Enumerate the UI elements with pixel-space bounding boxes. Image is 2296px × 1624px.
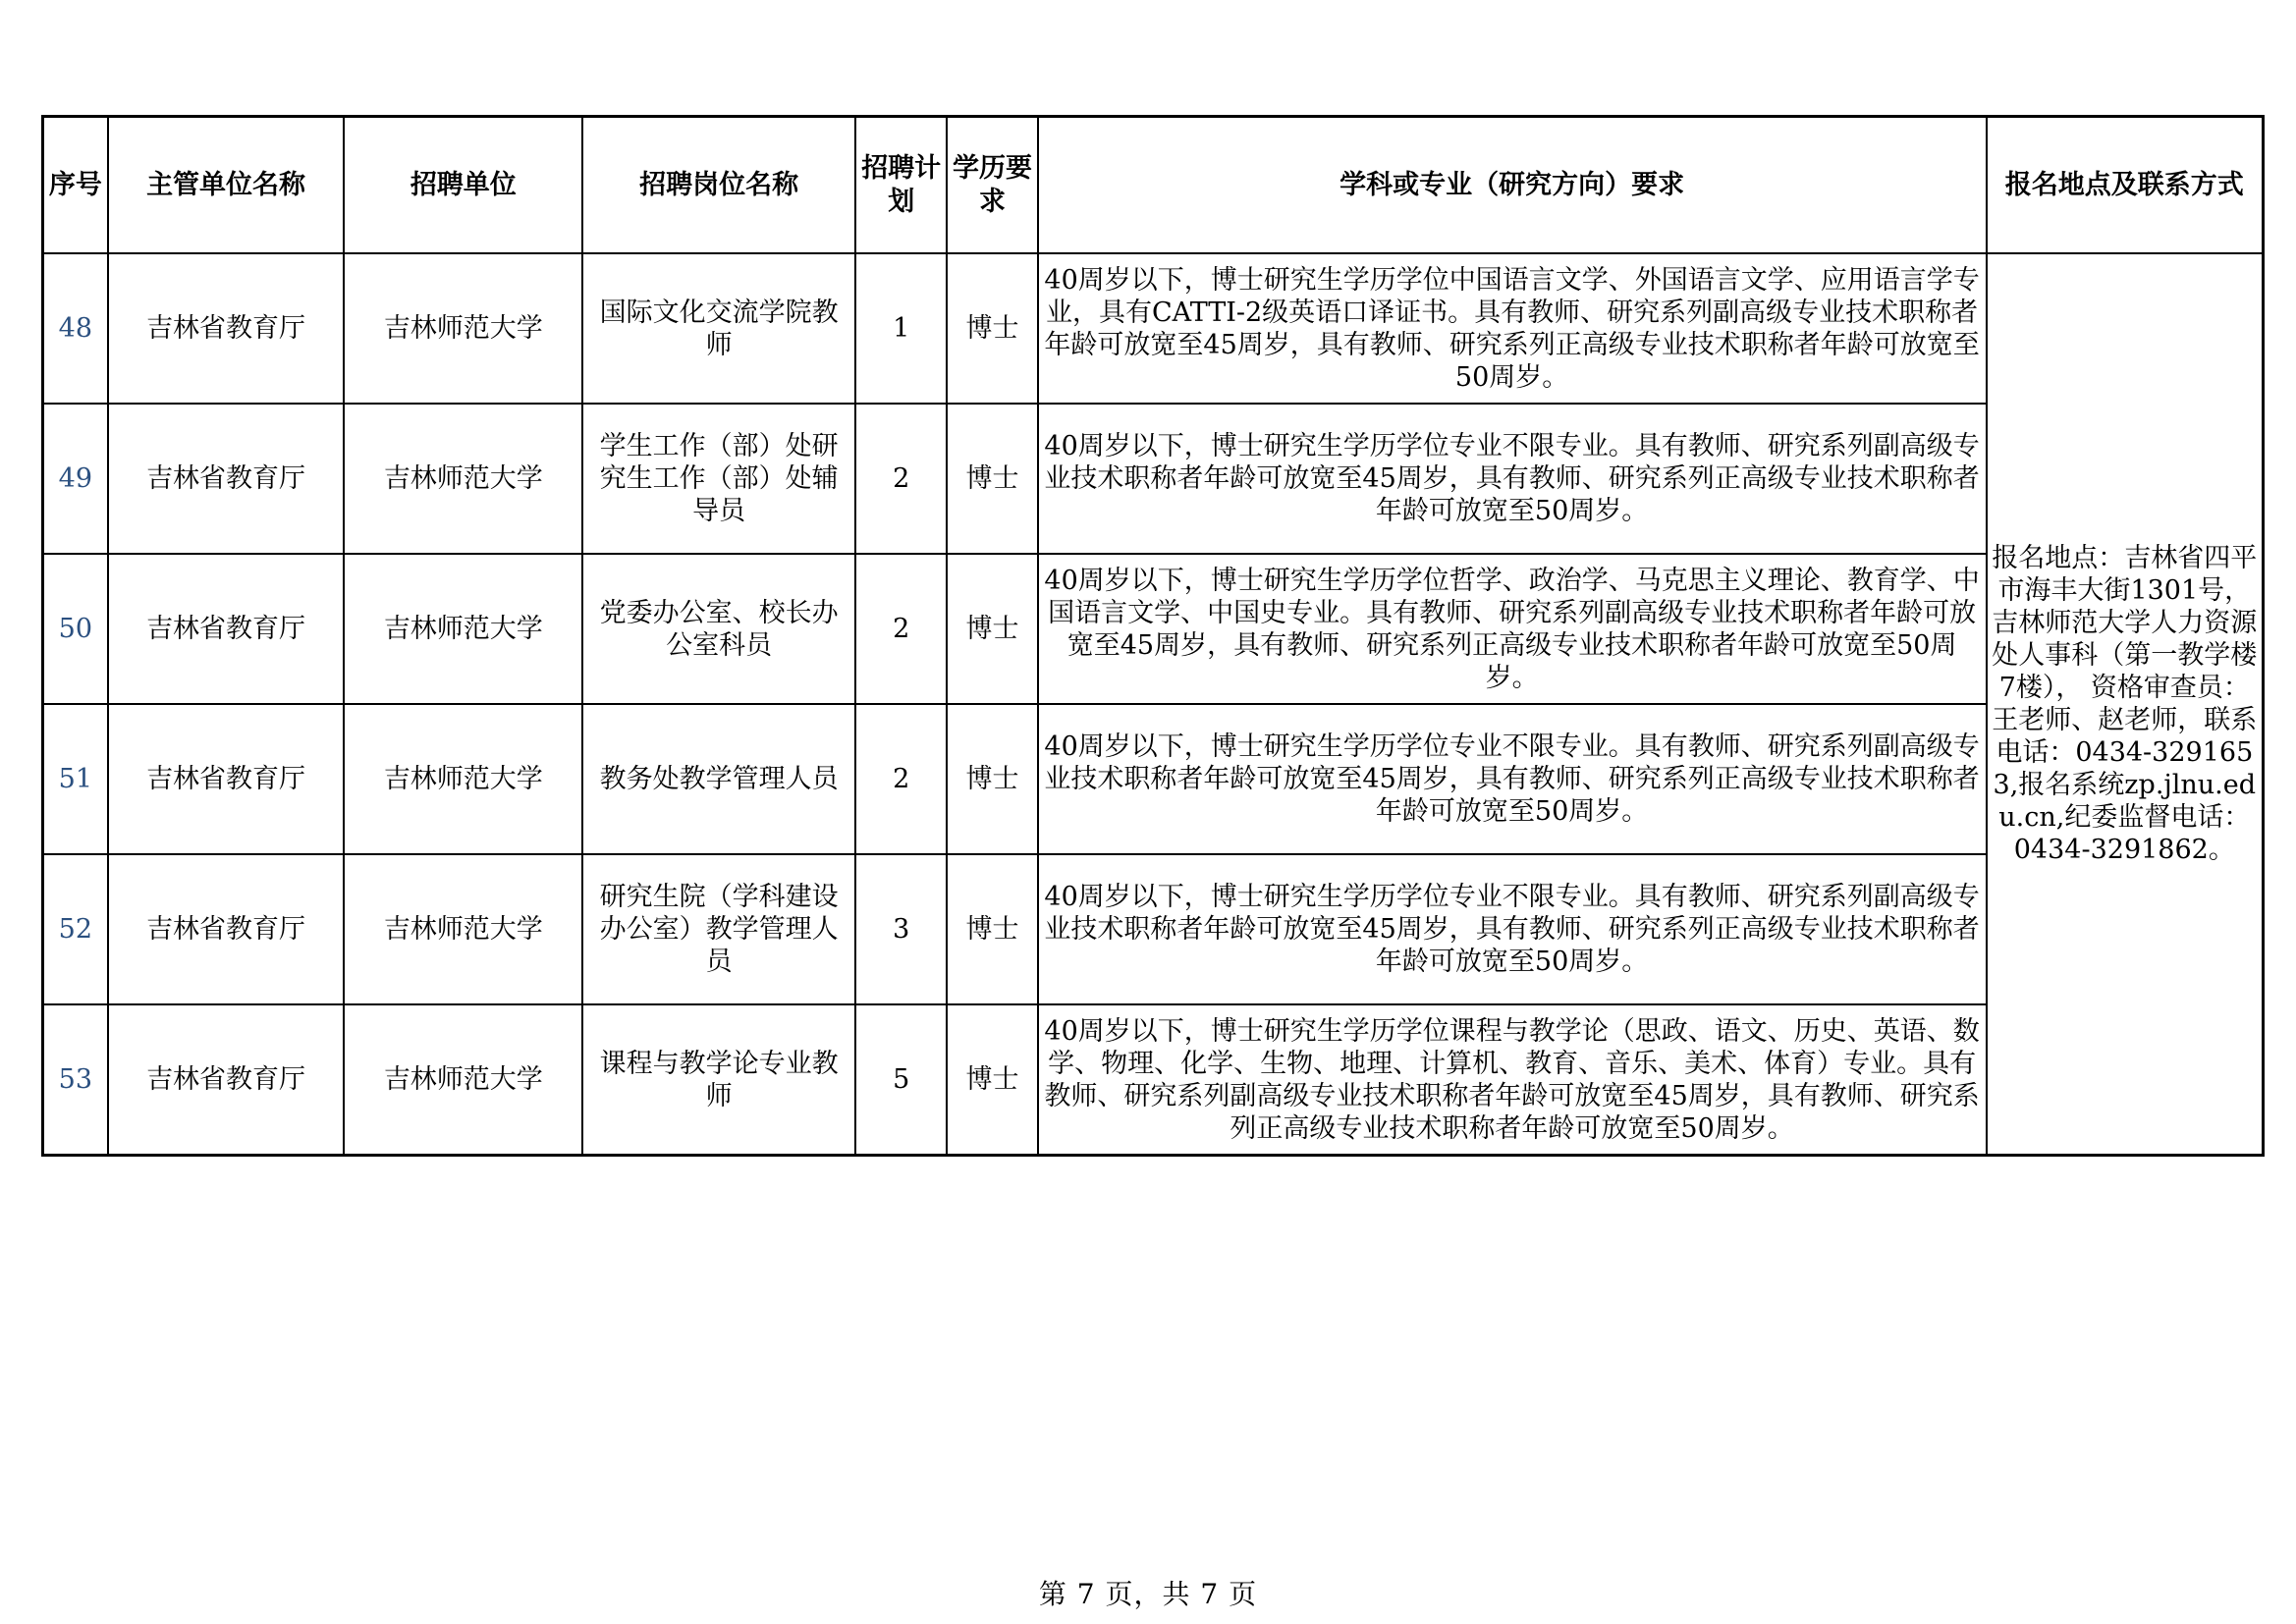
cell-edu: 博士 bbox=[947, 1004, 1037, 1156]
header-req: 学科或专业（研究方向）要求 bbox=[1038, 117, 1987, 254]
cell-dept: 吉林省教育厅 bbox=[108, 854, 345, 1004]
cell-plan: 2 bbox=[855, 554, 947, 704]
cell-edu: 博士 bbox=[947, 253, 1037, 404]
cell-contact: 报名地点：吉林省四平市海丰大街1301号，吉林师范大学人力资源处人事科（第一教学楼7楼）， 资格审查员：王老师、赵老师，联系电话：0434-3291653,报名系统zp.jlnu.edu.cn,纪委监督电话：0434-3291862。 bbox=[1987, 253, 2264, 1156]
table-row bbox=[43, 1004, 2264, 1156]
cell-plan: 2 bbox=[855, 404, 947, 554]
header-position: 招聘岗位名称 bbox=[582, 117, 855, 254]
table-row bbox=[43, 404, 2264, 554]
cell-dept: 吉林省教育厅 bbox=[108, 253, 345, 404]
table-row bbox=[43, 854, 2264, 1004]
cell-unit: 吉林师范大学 bbox=[344, 253, 582, 404]
cell-edu: 博士 bbox=[947, 854, 1037, 1004]
cell-req: 40周岁以下，博士研究生学历学位专业不限专业。具有教师、研究系列副高级专业技术职称者年龄可放宽至45周岁，具有教师、研究系列正高级专业技术职称者年龄可放宽至50周岁。 bbox=[1038, 404, 1987, 554]
cell-req: 40周岁以下，博士研究生学历学位课程与教学论（思政、语文、历史、英语、数学、物理、化学、生物、地理、计算机、教育、音乐、美术、体育）专业。具有教师、研究系列副高级专业技术职称者年龄可放宽至45周岁，具有教师、研究系列正高级专业技术职称者年龄可放宽至50周岁。 bbox=[1038, 1004, 1987, 1156]
header-contact: 报名地点及联系方式 bbox=[1987, 117, 2264, 254]
cell-unit: 吉林师范大学 bbox=[344, 704, 582, 854]
cell-position: 教务处教学管理人员 bbox=[582, 704, 855, 854]
cell-unit: 吉林师范大学 bbox=[344, 1004, 582, 1156]
cell-position: 国际文化交流学院教师 bbox=[582, 253, 855, 404]
cell-position: 研究生院（学科建设办公室）教学管理人员 bbox=[582, 854, 855, 1004]
cell-plan: 1 bbox=[855, 253, 947, 404]
cell-seq: 49 bbox=[43, 404, 108, 554]
cell-dept: 吉林省教育厅 bbox=[108, 404, 345, 554]
cell-plan: 2 bbox=[855, 704, 947, 854]
cell-dept: 吉林省教育厅 bbox=[108, 704, 345, 854]
cell-seq: 53 bbox=[43, 1004, 108, 1156]
cell-edu: 博士 bbox=[947, 554, 1037, 704]
header-plan: 招聘计划 bbox=[855, 117, 947, 254]
cell-req: 40周岁以下，博士研究生学历学位专业不限专业。具有教师、研究系列副高级专业技术职称者年龄可放宽至45周岁，具有教师、研究系列正高级专业技术职称者年龄可放宽至50周岁。 bbox=[1038, 704, 1987, 854]
cell-seq: 52 bbox=[43, 854, 108, 1004]
cell-position: 课程与教学论专业教师 bbox=[582, 1004, 855, 1156]
table-row bbox=[43, 253, 2264, 404]
cell-unit: 吉林师范大学 bbox=[344, 854, 582, 1004]
cell-req: 40周岁以下，博士研究生学历学位专业不限专业。具有教师、研究系列副高级专业技术职称者年龄可放宽至45周岁，具有教师、研究系列正高级专业技术职称者年龄可放宽至50周岁。 bbox=[1038, 854, 1987, 1004]
cell-seq: 51 bbox=[43, 704, 108, 854]
cell-position: 党委办公室、校长办公室科员 bbox=[582, 554, 855, 704]
cell-seq: 48 bbox=[43, 253, 108, 404]
cell-plan: 5 bbox=[855, 1004, 947, 1156]
table-row bbox=[43, 704, 2264, 854]
cell-req: 40周岁以下，博士研究生学历学位中国语言文学、外国语言文学、应用语言学专业，具有CATTI-2级英语口译证书。具有教师、研究系列副高级专业技术职称者年龄可放宽至45周岁，具有教师、研究系列正高级专业技术职称者年龄可放宽至50周岁。 bbox=[1038, 253, 1987, 404]
cell-plan: 3 bbox=[855, 854, 947, 1004]
cell-dept: 吉林省教育厅 bbox=[108, 554, 345, 704]
page-number-footer: 第 7 页，共 7 页 bbox=[1038, 1578, 1258, 1610]
cell-edu: 博士 bbox=[947, 404, 1037, 554]
table-row bbox=[43, 554, 2264, 704]
cell-dept: 吉林省教育厅 bbox=[108, 1004, 345, 1156]
cell-seq: 50 bbox=[43, 554, 108, 704]
header-dept: 主管单位名称 bbox=[108, 117, 345, 254]
cell-req: 40周岁以下，博士研究生学历学位哲学、政治学、马克思主义理论、教育学、中国语言文学、中国史专业。具有教师、研究系列副高级专业技术职称者年龄可放宽至45周岁，具有教师、研究系列正高级专业技术职称者年龄可放宽至50周岁。 bbox=[1038, 554, 1987, 704]
header-unit: 招聘单位 bbox=[344, 117, 582, 254]
cell-unit: 吉林师范大学 bbox=[344, 554, 582, 704]
recruitment-table bbox=[41, 115, 2265, 1157]
cell-edu: 博士 bbox=[947, 704, 1037, 854]
cell-unit: 吉林师范大学 bbox=[344, 404, 582, 554]
cell-position: 学生工作（部）处研究生工作（部）处辅导员 bbox=[582, 404, 855, 554]
table-header-row bbox=[43, 117, 2264, 254]
header-edu: 学历要求 bbox=[947, 117, 1037, 254]
header-seq: 序号 bbox=[43, 117, 108, 254]
